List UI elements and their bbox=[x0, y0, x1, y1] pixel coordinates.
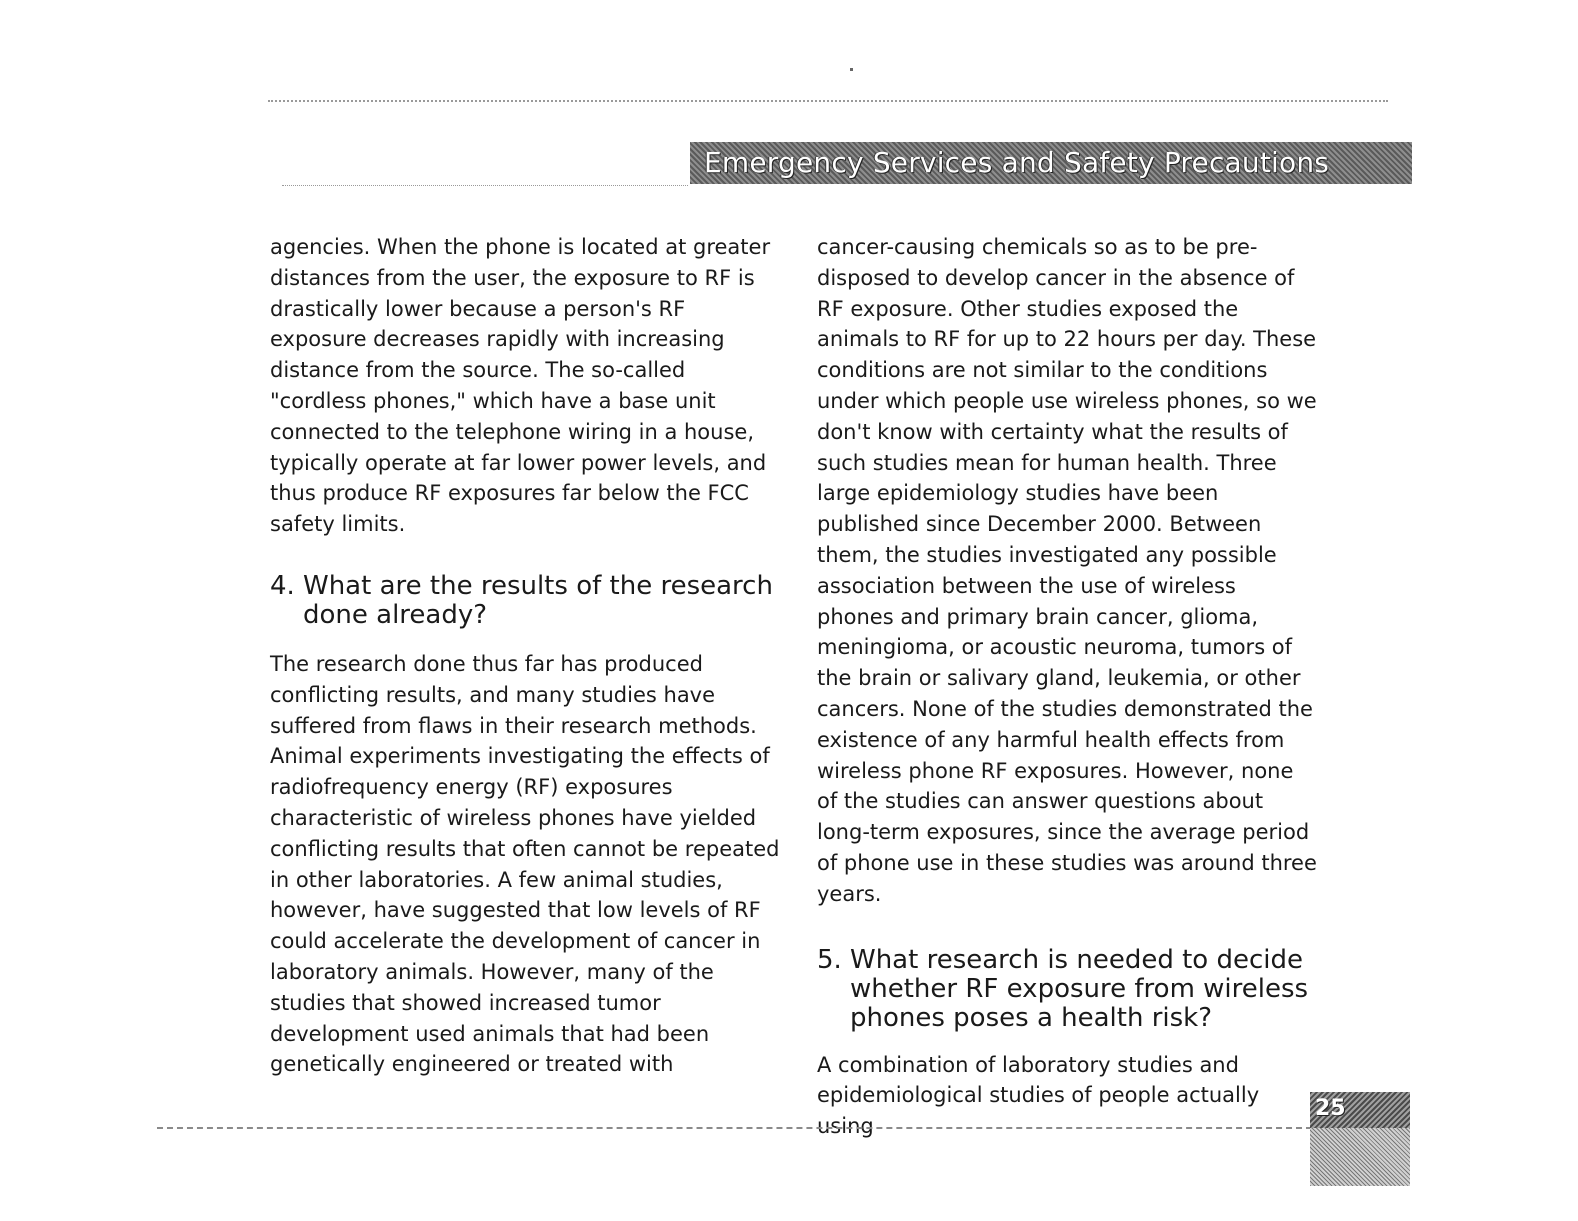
left-paragraph-1: agencies. When the phone is located at greater distances from the user, the exposure to RF is drastically lower because a person's RF exposure decreases rapidly with increasing distance from the source. The so-called "cordless phones," which have a base unit connected to the telephone wiring in a house, typically operate at far lower power levels, and thus produce RF exposures far below the FCC safety limits. bbox=[270, 235, 771, 537]
page-box-texture bbox=[1310, 1128, 1410, 1186]
question-4-number: 4. bbox=[270, 570, 295, 601]
top-dotted-rule bbox=[268, 100, 1388, 102]
left-column bbox=[270, 232, 780, 1080]
left-paragraph-2: The research done thus far has produced conflicting results, and many studies have suffered from flaws in their research methods. Animal experiments investigating the effects of radiofrequency energy (RF) exposures characteristic of wireless phones have yielded conflicting results that often cannot be repeated in other laboratories. A few animal studies, however, have suggested that low levels of RF could accelerate the development of cancer in laboratory animals. However, many of the studies that showed increased tumor development used animals that had been genetically engineered or treated with bbox=[270, 651, 780, 1077]
right-paragraph-2: A combination of laboratory studies and epidemiological studies of people actually using bbox=[817, 1052, 1260, 1139]
section-banner bbox=[690, 142, 1412, 184]
footer-dashed-rule bbox=[157, 1127, 1312, 1129]
section-title: Emergency Services and Safety Precautions bbox=[704, 146, 1330, 179]
page-number: 25 bbox=[1315, 1096, 1346, 1121]
question-4-text: What are the results of the research done already? bbox=[303, 570, 773, 630]
question-5-number: 5. bbox=[817, 944, 842, 975]
question-5-heading bbox=[817, 946, 1317, 1033]
right-paragraph-1: cancer-causing chemicals so as to be pre-disposed to develop cancer in the absence of RF exposure. Other studies exposed the animals to RF for up to 22 hours per day. These conditions are not similar to the conditions under which people use wireless phones, so we don't know with certainty what the results of such studies mean for human health. Three large epidemiology studies have been published since December 2000. Between them, the studies investigated any possible association between the use of wireless phones and primary brain cancer, glioma, meningioma, or acoustic neuroma, tumors of the brain or salivary gland, leukemia, or other cancers. None of the studies demonstrated the existence of any harmful health effects from wireless phone RF exposures. However, none of the studies can answer questions about long-term exposures, since the average period of phone use in these studies was around three years. bbox=[817, 235, 1317, 906]
header-rule bbox=[282, 185, 688, 186]
right-column bbox=[817, 232, 1317, 1142]
question-5-text: What research is needed to decide whether RF exposure from wireless phones poses a health risk? bbox=[850, 944, 1309, 1033]
question-4-heading bbox=[270, 572, 780, 630]
top-mark bbox=[850, 68, 853, 71]
page-number-box bbox=[1310, 1092, 1410, 1186]
